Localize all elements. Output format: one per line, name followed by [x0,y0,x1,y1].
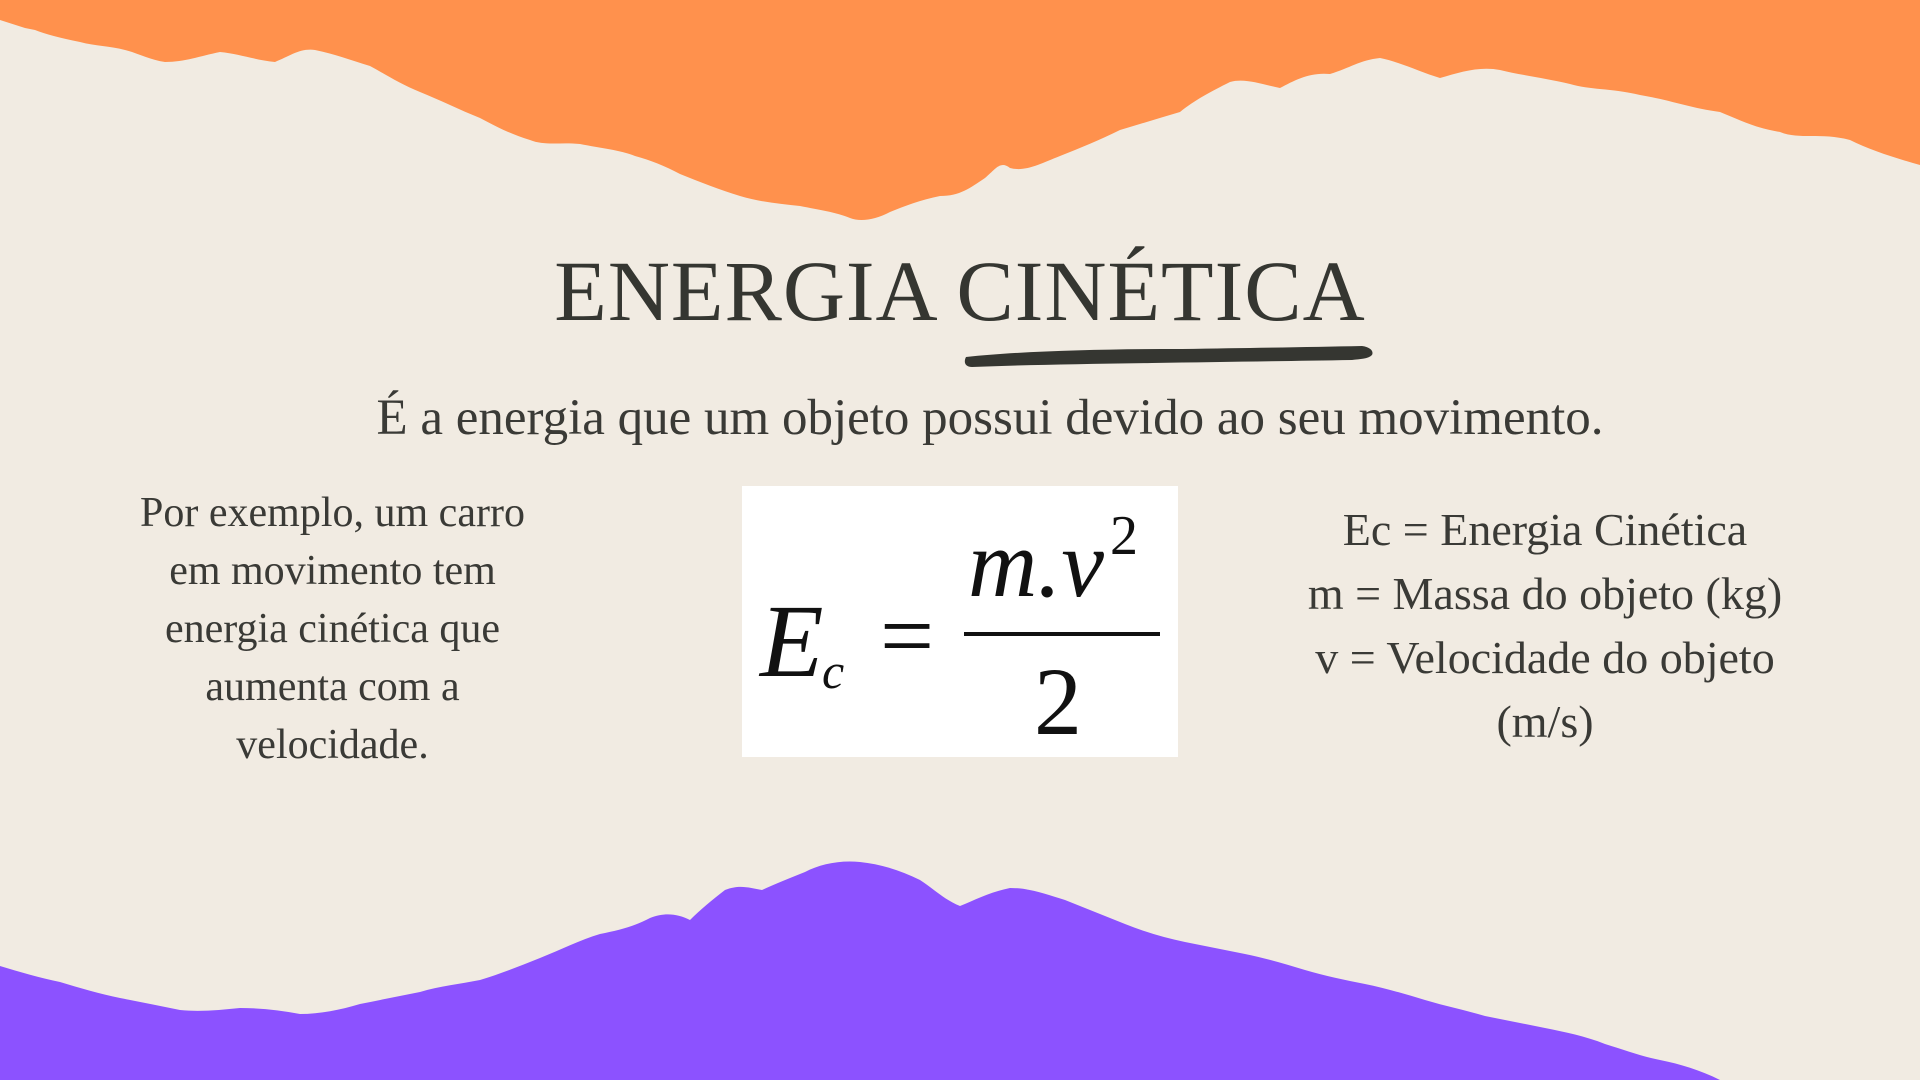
legend-line: v = Velocidade do objeto [1315,632,1775,683]
formula-energy-symbol: E [760,584,824,699]
variable-legend [1280,498,1810,754]
kinetic-energy-formula [742,486,1178,757]
fraction-bar [964,632,1160,636]
brush-underline [962,343,1376,369]
purple-torn-shape [0,860,1920,1080]
example-line: aumenta com a [205,664,460,710]
example-line: energia cinética que [164,606,501,652]
formula-energy-subscript: c [822,643,845,699]
example-line: velocidade. [236,722,429,768]
example-paragraph [90,484,575,774]
legend-line: Ec = Energia Cinética [1342,504,1748,555]
example-line: Por exemplo, um carro [140,490,525,536]
formula-numerator: m.v [968,510,1104,617]
orange-torn-shape [0,0,1920,240]
legend-line: (m/s) [1496,696,1594,747]
page-title: ENERGIA CINÉTICA [554,243,1366,339]
definition-text: É a energia que um objeto possui devido ao seu movimento. [376,390,1604,446]
formula-denominator: 2 [1034,648,1082,755]
example-line: em movimento tem [169,548,496,594]
formula-equals: = [880,582,935,689]
formula-exponent: 2 [1110,505,1138,567]
legend-line: m = Massa do objeto (kg) [1307,568,1783,619]
